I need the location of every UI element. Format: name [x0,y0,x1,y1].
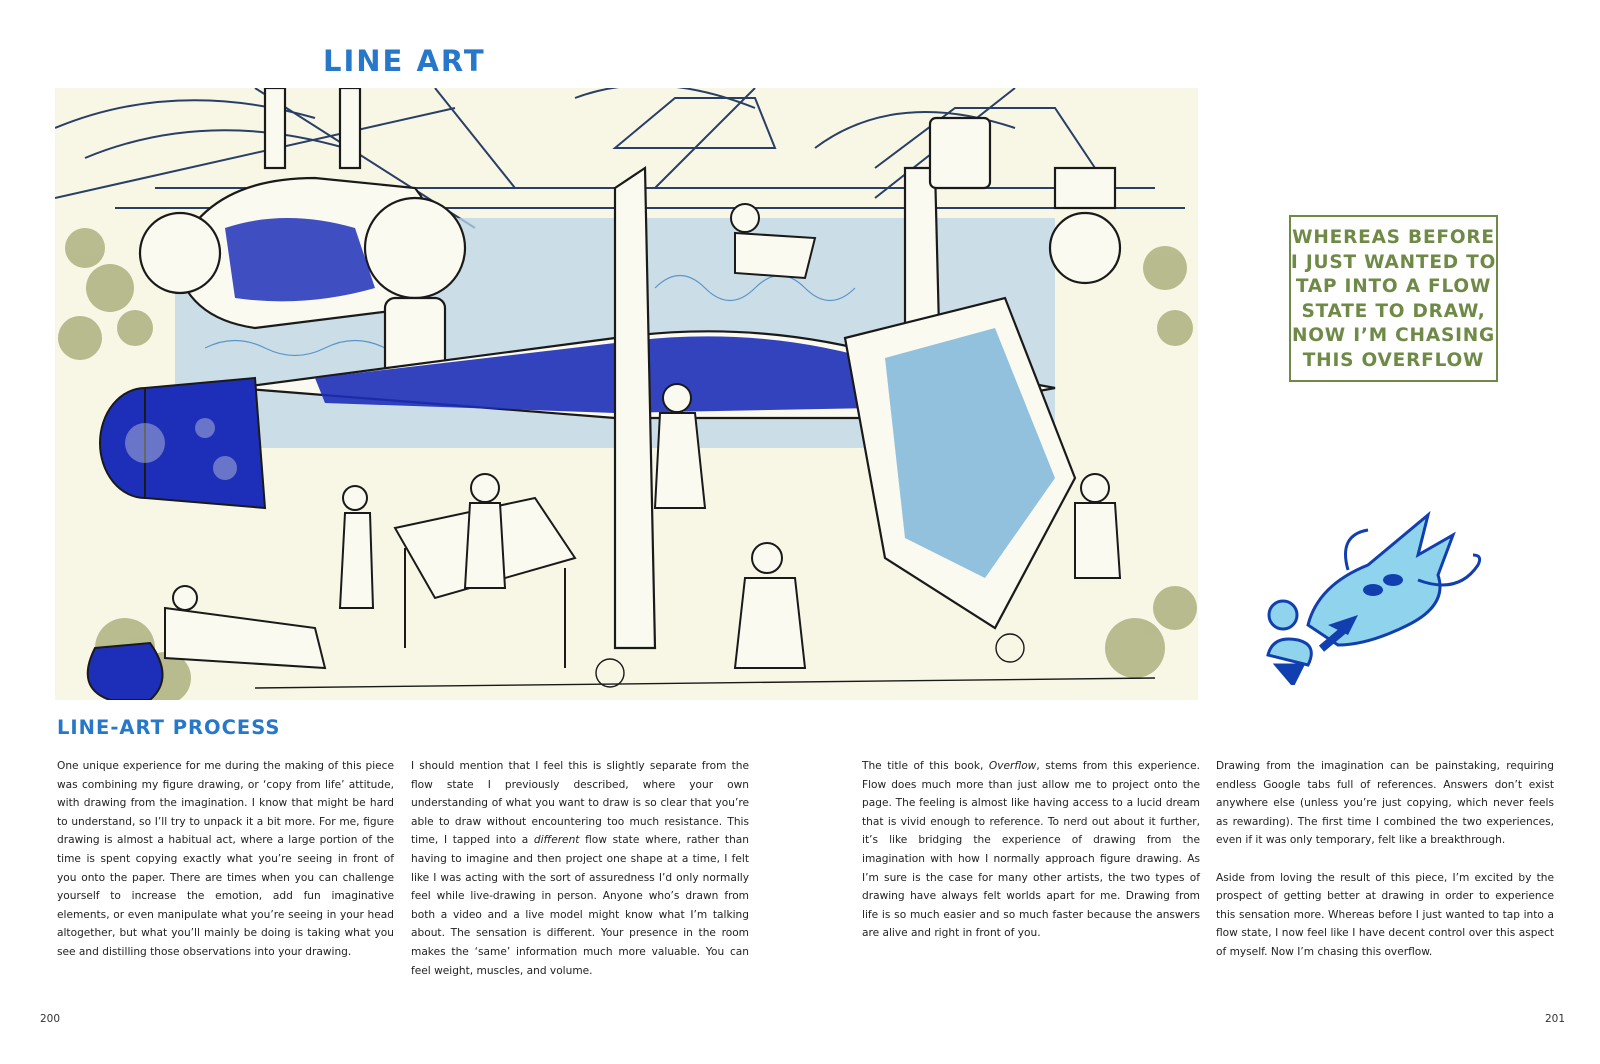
pull-quote-line: I JUST WANTED TO [1290,251,1497,273]
body-column-3 [862,757,1200,943]
pull-quote-line: TAP INTO A FLOW [1295,276,1492,297]
paragraph-text: The title of this book, [862,760,989,772]
emphasis-text: different [533,834,580,847]
body-paragraph [862,757,1200,943]
pull-quote-line: NOW I’M CHASING [1291,325,1496,346]
body-paragraph [1216,757,1554,850]
paragraph-text: Drawing from the imagination can be painstaking, requiring endless Google tabs full of references. Answers don’t exist anywhere else (unless you’re just copying, which never feels as rewarding). The first time I combined the two experiences, even if it was only temporary, felt like a breakthrough. [1216,760,1554,847]
page-number-right: 201 [1545,1013,1566,1025]
paragraph-text: flow state where, rather than having to imagine and then project one shape at a time, I felt like I was acting with the sort of assuredness I’d only normally feel while live-drawing in person. Anyone who’s drawn from both a video and a live model might know what I’m talking about. The sensation is different. Your presence in the room makes the ‘same’ information much more valuable. You can feel weight, muscles, and volume. [411,834,749,977]
paragraph-text: Aside from loving the result of this piece, I’m excited by the prospect of getting better at drawing in order to experience this sensation more. Whereas before I just wanted to tap into a flow state, I now feel like I have decent control over this aspect of myself. Now I’m chasing this overflow. [1216,871,1554,958]
book-title-emphasis: Overflow [988,760,1037,772]
body-paragraph [411,757,749,980]
pull-quote-line: STATE TO DRAW, [1301,300,1486,322]
line-art-illustration [55,88,1198,700]
body-column-1 [57,757,394,962]
page-number-left: 200 [40,1013,61,1025]
paragraph-text: I should mention that I feel this is slightly separate from the flow state I previously described, where your own understanding of what you want to draw is so clear that you’re able to draw without encountering too much resistance. This time, I tapped into a [411,760,749,847]
body-column-2 [411,757,749,980]
pull-quote-line: THIS OVERFLOW [1302,349,1485,371]
page-title: LINE ART [323,44,486,78]
section-title: LINE-ART PROCESS [57,716,281,739]
pull-quote-line: WHEREAS BEFORE [1292,227,1495,248]
dragon-icon [1248,495,1488,685]
hangar-illustration-icon [55,88,1198,700]
paragraph-text: One unique experience for me during the making of this piece was combining my figure drawing, or ‘copy from life’ attitude, with drawing from the imagination. I know that might be hard to understand, so I’ll try to unpack it a bit more. For me, figure drawing is almost a habitual act, where a large portion of the time is spent copying exactly what you’re seeing in front of you onto the paper. There are times when you can challenge yourself to increase the emotion, add fun imaginative elements, or even manipulate what you’re seeing in your head altogether, but what you’ll mainly be doing is taking what you see and distilling those observations into your drawing. [57,760,394,958]
paragraph-text: , stems from this experience. Flow does much more than just allow me to project onto the page. The feeling is almost like having access to a lucid dream that is vivid enough to reference. To nerd out about it further, it’s like bridging the experience of drawing from the imagination with how I normally approach figure drawing. As I’m sure is the case for many other artists, the two types of drawing have always felt worlds apart for me. Drawing from life is so much easier and so much faster because the answers are alive and right in front of you. [862,760,1201,940]
body-paragraph [1216,869,1554,962]
body-paragraph [57,757,394,962]
pull-quote [1289,215,1498,382]
dragon-spot-illustration [1248,495,1488,685]
body-column-4 [1216,757,1554,962]
